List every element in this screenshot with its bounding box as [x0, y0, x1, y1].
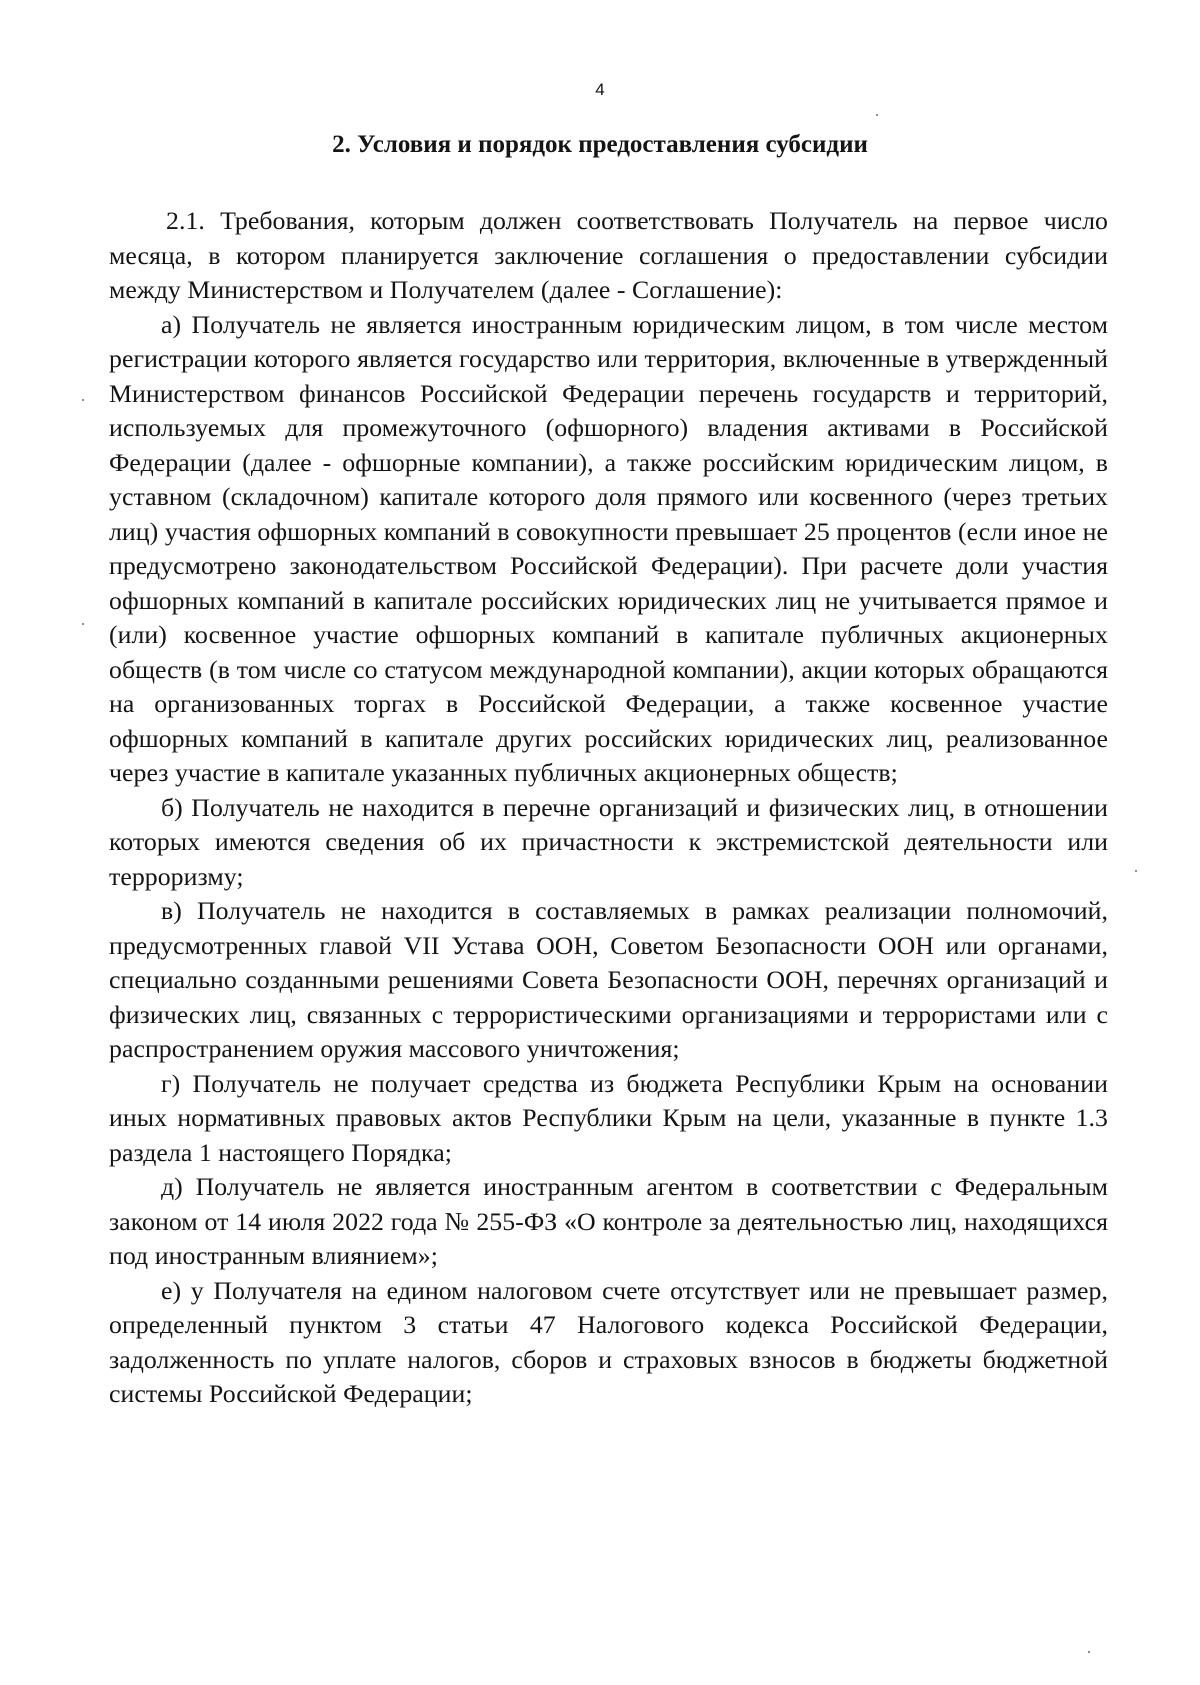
paragraph-item-d: д) Получатель не является иностранным агентом в соответствии с Федеральным законом от 14 июля 2022 года № 255-ФЗ «О контроле за деятельностью лиц, находящихся под иностранным влиянием»; [109, 1172, 1108, 1270]
scan-speck [1135, 870, 1137, 872]
scan-speck [82, 623, 84, 625]
section-title: 2. Условия и порядок предоставления субсидии [332, 131, 868, 158]
scan-speck [1088, 1651, 1090, 1653]
section-body [109, 204, 1108, 1412]
paragraph-item-b: б) Получатель не находится в перечне организаций и физических лиц, в отношении которых имеются сведения об их причастности к экстремистской деятельности или терроризму; [109, 792, 1108, 891]
paragraph-item-v: в) Получатель не находится в составляемых в рамках реализации полномочий, предусмотренных главой VII Устава ООН, Советом Безопасности ООН или органами, специально созданными решениями Совета Безопасности ООН, перечнях организаций и физических лиц, связанных с террористическими организациями и террористами или с распространением оружия массового уничтожения; [109, 896, 1108, 1063]
paragraph-item-e: е) у Получателя на едином налоговом счете отсутствует или не превышает размер, определенный пунктом 3 статьи 47 Налогового кодекса Российской Федерации, задолженность по уплате налогов, сборов и страховых взносов в бюджеты бюджетной системы Российской Федерации; [109, 1275, 1108, 1408]
page-number: 4 [595, 80, 605, 99]
paragraph-2-1: 2.1. Требования, которым должен соответствовать Получатель на первое число месяца, в котором планируется заключение соглашения о предоставлении субсидии между Министерством и Получателем (далее - Соглашение): [109, 206, 1108, 304]
paragraph-item-g: г) Получатель не получает средства из бюджета Республики Крым на основании иных нормативных правовых актов Республики Крым на цели, указанные в пункте 1.3 раздела 1 настоящего Порядка; [109, 1068, 1108, 1167]
paragraph-item-a: а) Получатель не является иностранным юридическим лицом, в том числе местом регистрации которого является государство или территория, включенные в утвержденный Министерством финансов Российской Федерации перечень государств и территорий, используемых для промежуточного (офшорного) владения активами в Российской Федерации (далее - офшорные компании), а также российским юридическим лицом, в уставном (складочном) капитале которого доля прямого или косвенного (через третьих лиц) участия офшорных компаний в совокупности превышает 25 процентов (если иное не предусмотрено законодательством Российской Федерации). При расчете доли участия офшорных компаний в капитале российских юридических лиц не учитывается прямое и (или) косвенное участие офшорных компаний в капитале публичных акционерных обществ (в том числе со статусом международной компании), акции которых обращаются на организованных торгах в Российской Федерации, а также косвенное участие офшорных компаний в капитале других российских юридических лиц, реализованное через участие в капитале указанных публичных акционерных обществ; [109, 309, 1108, 787]
scan-speck [876, 114, 878, 116]
scan-speck [82, 399, 84, 401]
